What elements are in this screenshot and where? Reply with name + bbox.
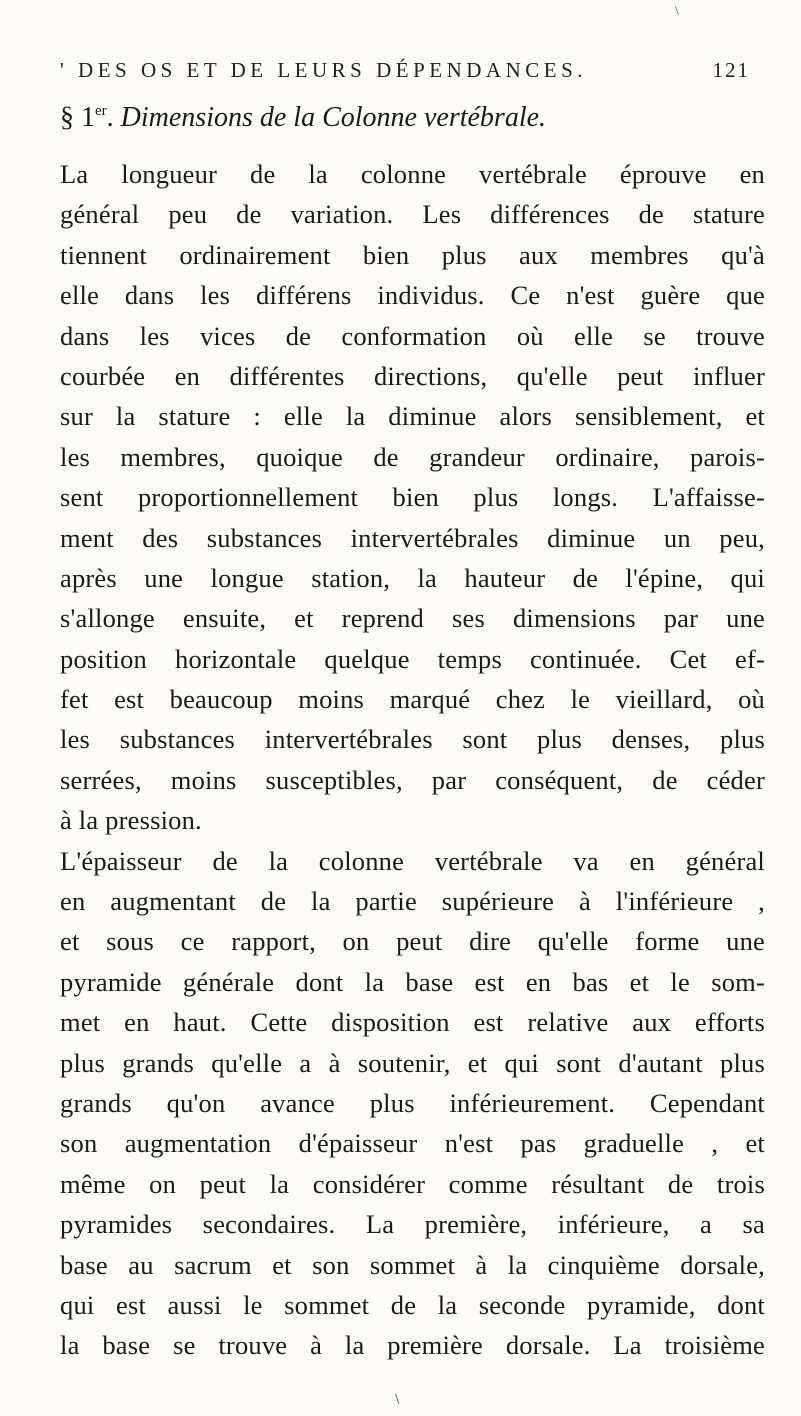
- text-line: dans les vices de conformation où elle se trouve: [60, 320, 765, 351]
- text-line: grands qu'on avance plus inférieurement. Cependant: [60, 1087, 765, 1118]
- running-head-title: ' DES OS ET DE LEURS DÉPENDANCES.: [60, 58, 588, 82]
- section-heading: § 1er. Dimensions de la Colonne vertébrale.: [60, 102, 547, 133]
- text-line: base au sacrum et son sommet à la cinquième dorsale,: [60, 1249, 765, 1280]
- body-text: [60, 154, 765, 1366]
- text-line: sur la stature : elle la diminue alors sensiblement, et: [60, 401, 765, 432]
- page-mark-top: \: [675, 4, 679, 19]
- text-line: général peu de variation. Les différences de stature: [60, 199, 765, 230]
- text-line: fet est beaucoup moins marqué chez le vieillard, où: [60, 684, 765, 715]
- text-line: s'allonge ensuite, et reprend ses dimensions par une: [60, 603, 765, 634]
- text-line: les substances intervertébrales sont plus denses, plus: [60, 724, 765, 755]
- page-number: 121: [712, 58, 750, 82]
- text-line: met en haut. Cette disposition est relative aux efforts: [60, 1007, 765, 1038]
- text-line: La longueur de la colonne vertébrale éprouve en: [60, 159, 765, 189]
- text-line: et sous ce rapport, on peut dire qu'elle forme une: [60, 926, 765, 957]
- text-line: serrées, moins susceptibles, par conséquent, de céder: [60, 764, 765, 795]
- text-line: pyramides secondaires. La première, inférieure, a sa: [60, 1209, 765, 1240]
- running-head: [60, 58, 750, 83]
- text-line: tiennent ordinairement bien plus aux membres qu'à: [60, 239, 765, 270]
- text-line: ment des substances intervertébrales diminue un peu,: [60, 522, 765, 553]
- text-line: son augmentation d'épaisseur n'est pas graduelle , et: [60, 1128, 765, 1159]
- text-line: en augmentant de la partie supérieure à l'inférieure ,: [60, 886, 765, 917]
- text-line: plus grands qu'elle a à soutenir, et qui sont d'autant plus: [60, 1047, 765, 1078]
- text-line: à la pression.: [60, 805, 202, 836]
- section-mark: §: [60, 102, 74, 133]
- text-line: elle dans les différens individus. Ce n'est guère que: [60, 280, 765, 311]
- text-line: pyramide générale dont la base est en bas et le som-: [60, 966, 765, 997]
- text-line: sent proportionnellement bien plus longs. L'affaisse-: [60, 482, 765, 513]
- page-mark-bottom: \: [395, 1392, 400, 1407]
- section-number: 1: [81, 102, 95, 133]
- section-title: Dimensions de la Colonne vertébrale.: [120, 102, 547, 133]
- text-line: L'épaisseur de la colonne vertébrale va en général: [60, 845, 765, 876]
- text-line: même on peut la considérer comme résultant de trois: [60, 1168, 765, 1199]
- text-line: après une longue station, la hauteur de l'épine, qui: [60, 562, 765, 593]
- text-line: courbée en différentes directions, qu'elle peut influer: [60, 360, 765, 391]
- section-number-suffix: er: [95, 103, 107, 119]
- text-line: position horizontale quelque temps continuée. Cet ef-: [60, 643, 765, 674]
- text-line: qui est aussi le sommet de la seconde pyramide, dont: [60, 1289, 765, 1320]
- text-line: les membres, quoique de grandeur ordinaire, parois-: [60, 441, 765, 472]
- text-line: la base se trouve à la première dorsale. La troisième: [60, 1330, 765, 1361]
